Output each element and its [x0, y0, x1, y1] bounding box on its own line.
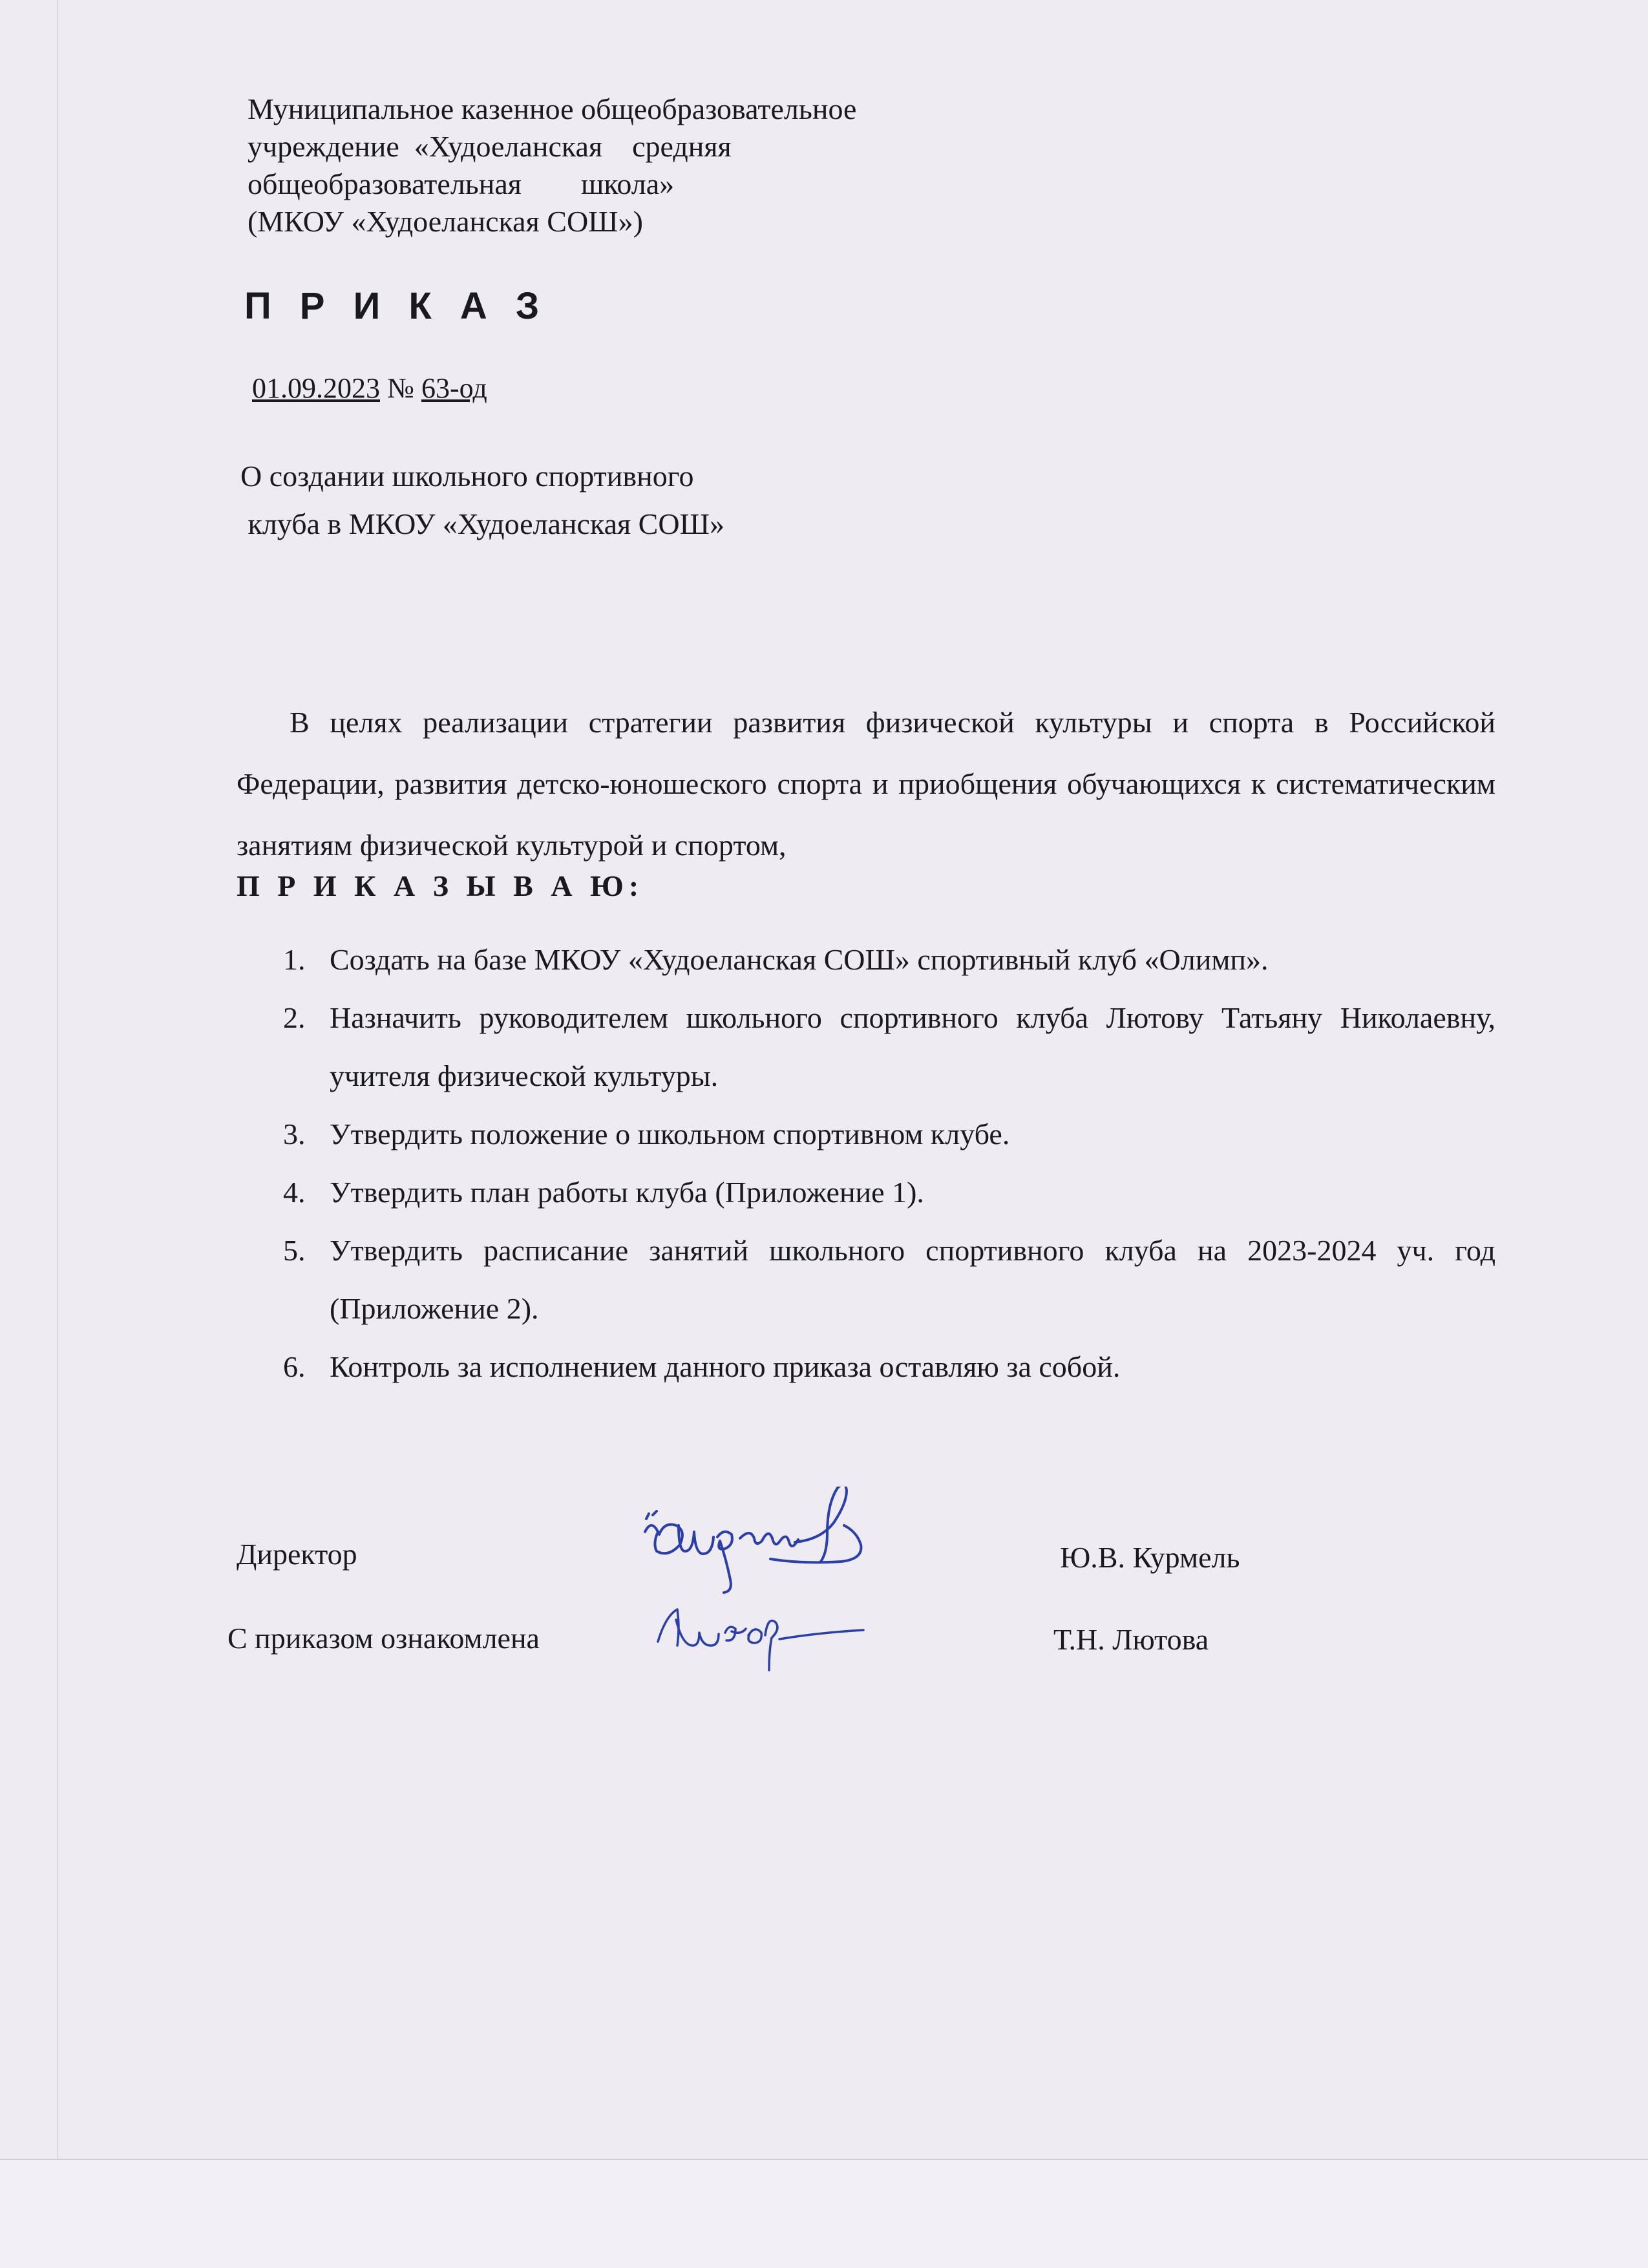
order-date: 01.09.2023 — [252, 372, 380, 404]
subject-line-2: клуба в МКОУ «Худоеланская СОШ» — [240, 507, 724, 540]
order-item — [265, 1222, 1495, 1338]
item-number: 2. — [283, 1001, 306, 1034]
preamble-paragraph: В целях реализации стратегии развития физической культуры и спорта в Российской Федерации, развития детско-юношеского спорта и приобщения обучающихся к систематическим занятиям физической культурой и спортом, — [237, 706, 1495, 862]
item-number: 6. — [283, 1350, 306, 1383]
order-subject — [240, 452, 724, 548]
order-item — [265, 1163, 1495, 1222]
number-sign: № — [387, 372, 414, 404]
org-line-3: общеобразовательная школа» — [248, 167, 675, 200]
item-text: Создать на базе МКОУ «Худоеланская СОШ» спортивный клуб «Олимп». — [330, 943, 1269, 976]
item-text: Назначить руководителем школьного спортивного клуба Лютову Татьяну Николаевну, учителя физической культуры. — [330, 1001, 1495, 1092]
order-items-list — [265, 931, 1495, 1396]
order-item — [265, 931, 1495, 989]
item-text: Утвердить расписание занятий школьного спортивного клуба на 2023-2024 уч. год (Приложение 2). — [330, 1234, 1495, 1325]
director-label: Директор — [237, 1538, 357, 1571]
item-number: 3. — [283, 1118, 306, 1150]
org-line-2: учреждение «Худоеланская средняя — [248, 130, 732, 163]
item-number: 4. — [283, 1176, 306, 1209]
scan-bottom-margin — [0, 2159, 1648, 2268]
order-item — [265, 989, 1495, 1105]
acknowledged-name: Т.Н. Лютова — [1053, 1623, 1209, 1656]
subject-line-1: О создании школьного спортивного — [240, 460, 694, 493]
organization-name — [248, 90, 856, 240]
order-item — [265, 1105, 1495, 1163]
item-text: Утвердить план работы клуба (Приложение 1). — [330, 1176, 924, 1209]
item-number: 1. — [283, 943, 306, 976]
order-date-number — [252, 372, 487, 405]
org-line-4: (МКОУ «Худоеланская СОШ») — [248, 205, 643, 238]
directive-heading: П Р И К А З Ы В А Ю: — [237, 869, 644, 902]
order-item — [265, 1338, 1495, 1396]
acknowledged-signature — [653, 1596, 872, 1680]
order-number: 63-од — [421, 372, 487, 404]
document-title: П Р И К А З — [244, 285, 549, 327]
acknowledged-label: С приказом ознакомлена — [227, 1622, 540, 1655]
director-name: Ю.В. Курмель — [1060, 1541, 1240, 1574]
item-text: Утвердить положение о школьном спортивном клубе. — [330, 1118, 1010, 1150]
org-line-1: Муниципальное казенное общеобразовательное — [248, 92, 857, 125]
paper-left-edge — [57, 0, 58, 2159]
item-text: Контроль за исполнением данного приказа оставляю за собой. — [330, 1350, 1121, 1383]
item-number: 5. — [283, 1234, 306, 1267]
